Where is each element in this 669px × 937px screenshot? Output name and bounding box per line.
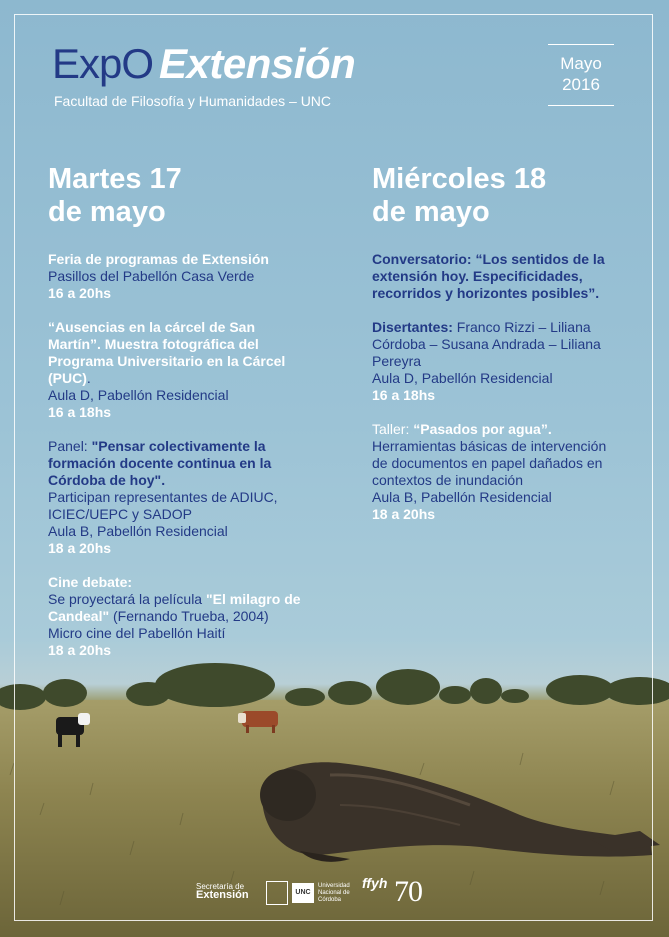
- secretaria-line1: Secretaría de: [196, 882, 245, 891]
- ffyh-text: ffyh: [362, 875, 388, 891]
- anniversary-number: 70: [394, 875, 422, 908]
- secretaria-line2: Extensión: [196, 889, 249, 901]
- day-heading-line1: Miércoles 18: [372, 163, 547, 195]
- event-cine: [48, 574, 310, 659]
- event-feria: [48, 251, 310, 302]
- event-names: Franco Rizzi – Liliana Córdoba – Susana Andrada – Liliana Pereyra: [372, 319, 601, 369]
- event-disertantes: [372, 319, 622, 404]
- event-film: "El milagro de Candeal": [48, 591, 301, 624]
- event-detail: Herramientas básicas de intervención de documentos en papel dañados en contextos de inundación: [372, 438, 607, 488]
- unc-logo: [266, 879, 350, 909]
- event-conversatorio: [372, 251, 622, 302]
- footer-logos: [0, 870, 669, 910]
- day-heading: [48, 163, 310, 229]
- day-heading-line1: Martes 17: [48, 163, 182, 195]
- event-title: “Pasados por agua”.: [413, 421, 552, 437]
- logo-extension: Extensión: [159, 40, 356, 87]
- logo-expo: ExpO: [52, 40, 154, 87]
- event-place: Pasillos del Pabellón Casa Verde: [48, 268, 255, 284]
- unc-seal-icon: [266, 881, 288, 905]
- event-place: Micro cine del Pabellón Haití: [48, 625, 226, 641]
- event-place: Aula B, Pabellón Residencial: [372, 489, 552, 505]
- event-time: 16 a 18hs: [372, 387, 436, 403]
- event-time: 18 a 20hs: [48, 540, 112, 556]
- event-detail: [48, 591, 310, 625]
- event-detail-pre: Se proyectará la película: [48, 591, 206, 607]
- event-title: Feria de programas de Extensión: [48, 251, 269, 267]
- secretaria-logo: [196, 882, 249, 900]
- event-place: Aula B, Pabellón Residencial: [48, 523, 228, 539]
- event-title-end: .: [86, 370, 91, 386]
- day-heading-line2: de mayo: [372, 196, 490, 228]
- event-ausencias: [48, 319, 310, 421]
- faculty-subtitle: Facultad de Filosofía y Humanidades – UNC: [54, 93, 332, 109]
- day-heading: [372, 163, 622, 229]
- date-year: 2016: [562, 75, 600, 94]
- event-place: Aula D, Pabellón Residencial: [372, 370, 553, 386]
- day-heading-line2: de mayo: [48, 196, 166, 228]
- event-prefix: Panel:: [48, 438, 92, 454]
- event-time: 18 a 20hs: [48, 642, 112, 658]
- event-label: Disertantes:: [372, 319, 453, 335]
- event-detail-post: (Fernando Trueba, 2004): [109, 608, 269, 624]
- event-place: Aula D, Pabellón Residencial: [48, 387, 229, 403]
- unc-box: UNC: [292, 883, 314, 903]
- date-month: Mayo: [560, 54, 602, 73]
- unc-text: Universidad Nacional de Córdoba: [318, 883, 350, 903]
- event-time: 16 a 20hs: [48, 285, 112, 301]
- date-box: [548, 44, 614, 106]
- event-time: 16 a 18hs: [48, 404, 112, 420]
- event-taller: [372, 421, 622, 523]
- event-title: "Pensar colectivamente la formación docente continua en la Córdoba de hoy".: [48, 438, 272, 488]
- expo-extension-logo: [52, 40, 355, 88]
- event-title: “Ausencias en la cárcel de San Martín”. Muestra fotográfica del Programa Universitario en la Cárcel (PUC): [48, 319, 286, 386]
- day-column-tuesday: [48, 163, 310, 676]
- event-panel: [48, 438, 310, 557]
- day-column-wednesday: [372, 163, 622, 540]
- event-title: Cine debate:: [48, 574, 133, 590]
- event-title: Conversatorio: “Los sentidos de la extensión hoy. Especificidades, recorridos y horizontes posibles”.: [372, 251, 605, 301]
- ffyh-70-logo: [362, 875, 452, 909]
- event-time: 18 a 20hs: [372, 506, 436, 522]
- event-detail: Participan representantes de ADIUC, ICIEC/UEPC y SADOP: [48, 489, 278, 522]
- event-prefix: Taller:: [372, 421, 414, 437]
